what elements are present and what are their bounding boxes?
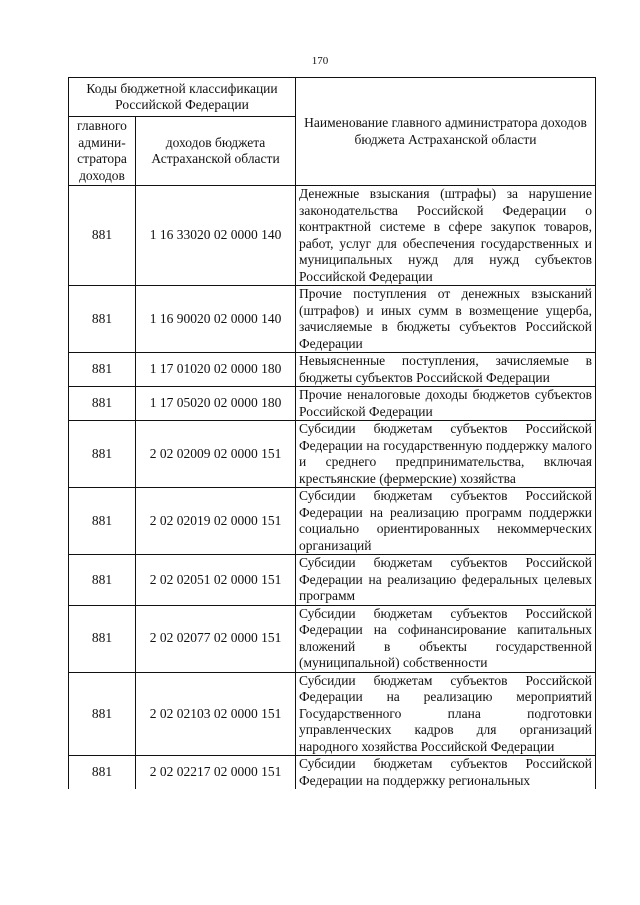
admin-code-cell: 881 bbox=[69, 286, 136, 353]
administrator-name-cell: Денежные взыскания (штрафы) за нарушение законодательства Российской Федерации о контрактной системе в сфере закупок товаров, работ, услуг для обеспечения государственных и муниципальных нужд для нужд субъектов Российской Федерации bbox=[296, 186, 596, 286]
administrator-name-cell: Субсидии бюджетам субъектов Российской Федерации на государственную поддержку малого и среднего предпринимательства, включая крестьянские (фермерские) хозяйства bbox=[296, 421, 596, 488]
revenue-code-cell: 2 02 02103 02 0000 151 bbox=[136, 672, 296, 756]
header-revenue-code: доходов бюджета Астраханской области bbox=[136, 117, 296, 186]
revenue-code-cell: 1 17 01020 02 0000 180 bbox=[136, 353, 296, 387]
administrator-name-cell: Невыясненные поступления, зачисляемые в бюджеты субъектов Российской Федерации bbox=[296, 353, 596, 387]
admin-code-cell: 881 bbox=[69, 555, 136, 606]
revenue-code-cell: 2 02 02077 02 0000 151 bbox=[136, 605, 296, 672]
admin-code-cell: 881 bbox=[69, 756, 136, 790]
administrator-name-cell: Субсидии бюджетам субъектов Российской Федерации на реализацию программ поддержки социально ориентированных некоммерческих организаций bbox=[296, 488, 596, 555]
table-body bbox=[69, 186, 596, 790]
admin-code-cell: 881 bbox=[69, 421, 136, 488]
admin-code-cell: 881 bbox=[69, 186, 136, 286]
budget-codes-table bbox=[68, 77, 596, 789]
table-row bbox=[69, 387, 596, 421]
administrator-name-cell: Прочие неналоговые доходы бюджетов субъектов Российской Федерации bbox=[296, 387, 596, 421]
revenue-code-cell: 2 02 02009 02 0000 151 bbox=[136, 421, 296, 488]
admin-code-cell: 881 bbox=[69, 672, 136, 756]
administrator-name-cell: Субсидии бюджетам субъектов Российской Федерации на реализацию мероприятий Государственного плана подготовки управленческих кадров для организаций народного хозяйства Российской Федерации bbox=[296, 672, 596, 756]
revenue-code-cell: 1 17 05020 02 0000 180 bbox=[136, 387, 296, 421]
table-header bbox=[69, 78, 596, 186]
administrator-name-cell: Прочие поступления от денежных взысканий (штрафов) и иных сумм в возмещение ущерба, зачисляемые в бюджеты субъектов Российской Федерации bbox=[296, 286, 596, 353]
table-row bbox=[69, 286, 596, 353]
table-row bbox=[69, 488, 596, 555]
revenue-code-cell: 1 16 90020 02 0000 140 bbox=[136, 286, 296, 353]
table-row bbox=[69, 421, 596, 488]
admin-code-cell: 881 bbox=[69, 387, 136, 421]
header-classification-codes: Коды бюджетной классификации Российской Федерации bbox=[69, 78, 296, 117]
table-row bbox=[69, 605, 596, 672]
table-row bbox=[69, 672, 596, 756]
page-number: 170 bbox=[311, 55, 329, 67]
table-row bbox=[69, 353, 596, 387]
header-administrator-name: Наименование главного администратора доходов бюджета Астраханской области bbox=[296, 78, 596, 186]
revenue-code-cell: 2 02 02051 02 0000 151 bbox=[136, 555, 296, 606]
administrator-name-cell: Субсидии бюджетам субъектов Российской Федерации на софинансирование капитальных вложений в объекты государственной (муниципальной) собственности bbox=[296, 605, 596, 672]
revenue-code-cell: 2 02 02019 02 0000 151 bbox=[136, 488, 296, 555]
admin-code-cell: 881 bbox=[69, 353, 136, 387]
administrator-name-cell: Субсидии бюджетам субъектов Российской Федерации на поддержку региональных bbox=[296, 756, 596, 790]
table-row bbox=[69, 756, 596, 790]
revenue-code-cell: 1 16 33020 02 0000 140 bbox=[136, 186, 296, 286]
table-row bbox=[69, 555, 596, 606]
revenue-code-cell: 2 02 02217 02 0000 151 bbox=[136, 756, 296, 790]
admin-code-cell: 881 bbox=[69, 605, 136, 672]
table-row bbox=[69, 186, 596, 286]
admin-code-cell: 881 bbox=[69, 488, 136, 555]
header-main-administrator: главного админи-стратора доходов bbox=[69, 117, 136, 186]
administrator-name-cell: Субсидии бюджетам субъектов Российской Федерации на реализацию федеральных целевых программ bbox=[296, 555, 596, 606]
